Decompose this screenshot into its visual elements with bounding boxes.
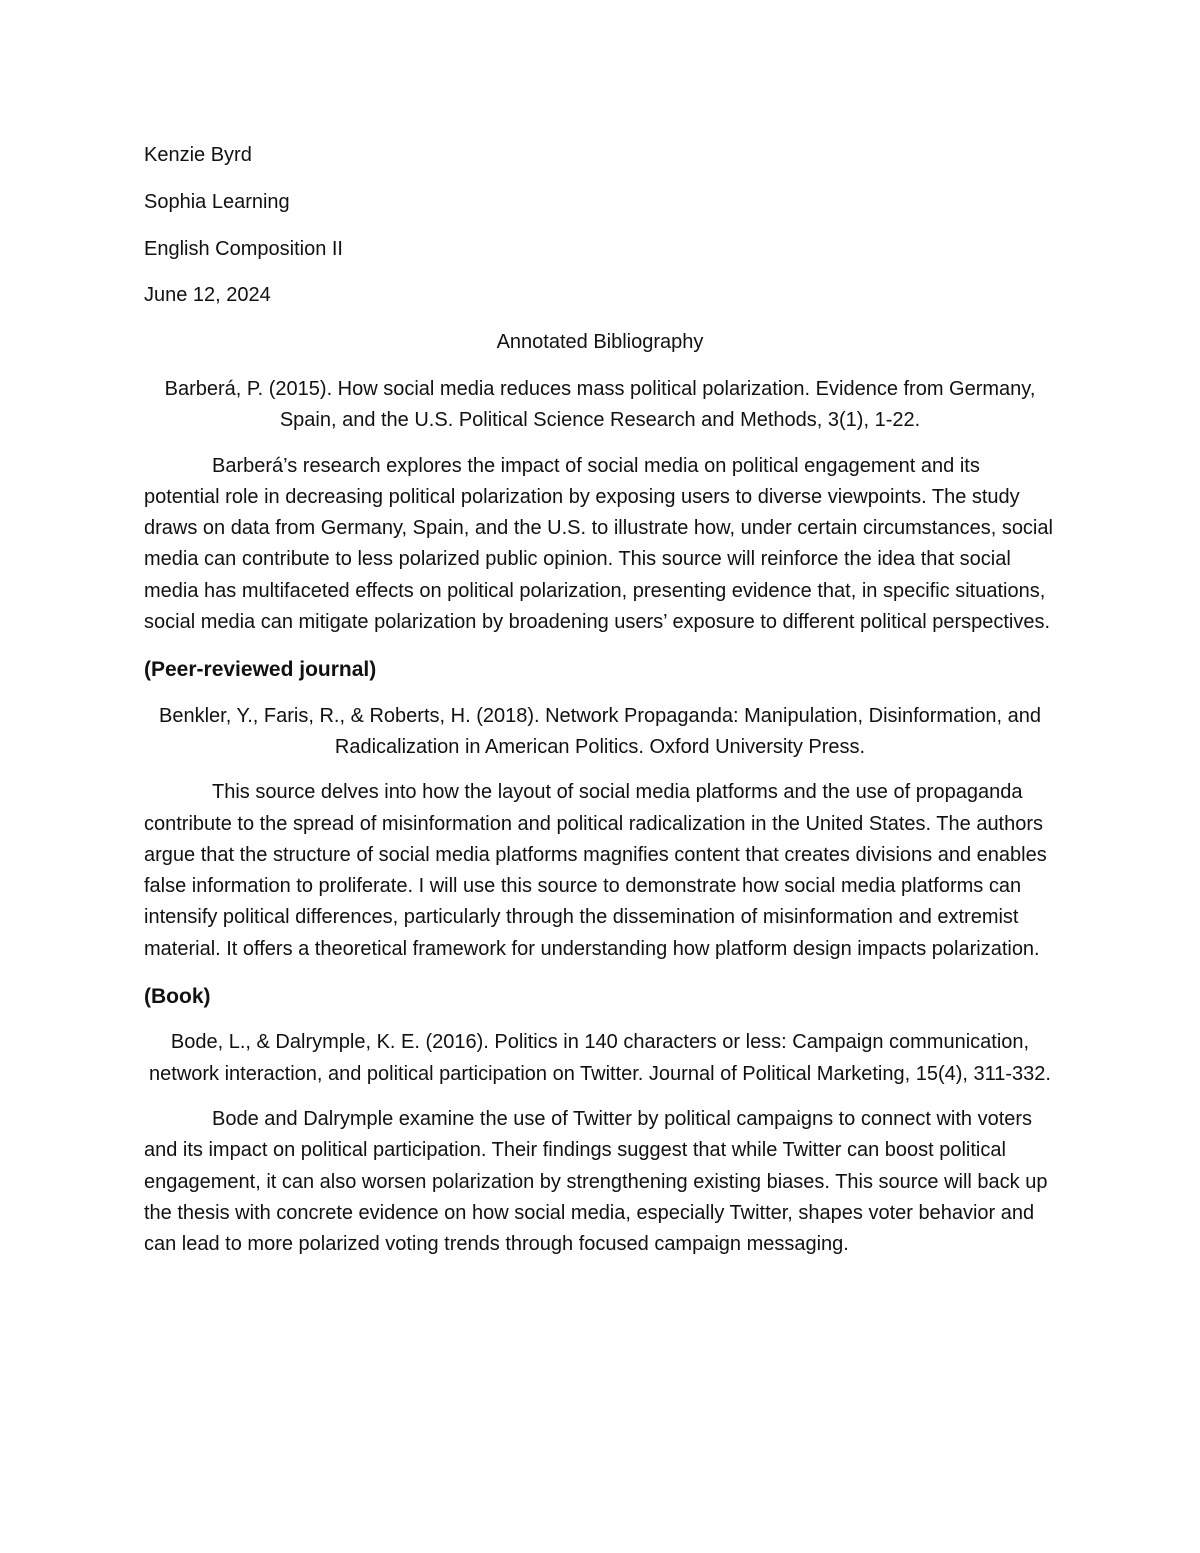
annotation-benkler: This source delves into how the layout of social media platforms and the use of propaganda contribute to the spread of misinformation and political radicalization in the United States. The authors argue that the structure of social media platforms magnifies content that creates divisions and enables false information to proliferate. I will use this source to demonstrate how social media platforms can intensify political differences, particularly through the dissemination of misinformation and extremist material. It offers a theoretical framework for understanding how platform design impacts polarization. bbox=[144, 781, 1047, 960]
citation-barbera: Barberá, P. (2015). How social media reduces mass political polarization. Evidence from Germany, Spain, and the U.S. Political Science Research and Methods, 3(1), 1-22. bbox=[164, 377, 1036, 432]
source-type-benkler: (Book) bbox=[144, 985, 211, 1009]
annotation-bode: Bode and Dalrymple examine the use of Twitter by political campaigns to connect with voters and its impact on political participation. Their findings suggest that while Twitter can boost political engagement, it can also worsen polarization by strengthening existing biases. This source will back up the thesis with concrete evidence on how social media, especially Twitter, shapes voter behavior and can lead to more polarized voting trends through focused campaign messaging. bbox=[144, 1107, 1048, 1256]
course-name: English Composition II bbox=[144, 237, 343, 260]
document-date: June 12, 2024 bbox=[144, 284, 271, 307]
annotation-barbera: Barberá’s research explores the impact of social media on political engagement and its potential role in decreasing political polarization by exposing users to diverse viewpoints. The study draws on data from Germany, Spain, and the U.S. to illustrate how, under certain circumstances, social media can contribute to less polarized public opinion. This source will reinforce the idea that social media has multifaceted effects on political polarization, presenting evidence that, in specific situations, social media can mitigate polarization by broadening users’ exposure to different political perspectives. bbox=[144, 454, 1053, 634]
institution-name: Sophia Learning bbox=[144, 190, 290, 213]
citation-benkler: Benkler, Y., Faris, R., & Roberts, H. (2018). Network Propaganda: Manipulation, Disinformation, and Radicalization in American Politics. Oxford University Press. bbox=[159, 704, 1041, 758]
document-title: Annotated Bibliography bbox=[496, 331, 704, 354]
author-name: Kenzie Byrd bbox=[144, 144, 252, 166]
source-type-barbera: (Peer-reviewed journal) bbox=[144, 658, 377, 682]
citation-bode: Bode, L., & Dalrymple, K. E. (2016). Politics in 140 characters or less: Campaign communication, network interaction, and political participation on Twitter. Journal of Political Marketing, 15(4), 311-332. bbox=[149, 1031, 1051, 1085]
